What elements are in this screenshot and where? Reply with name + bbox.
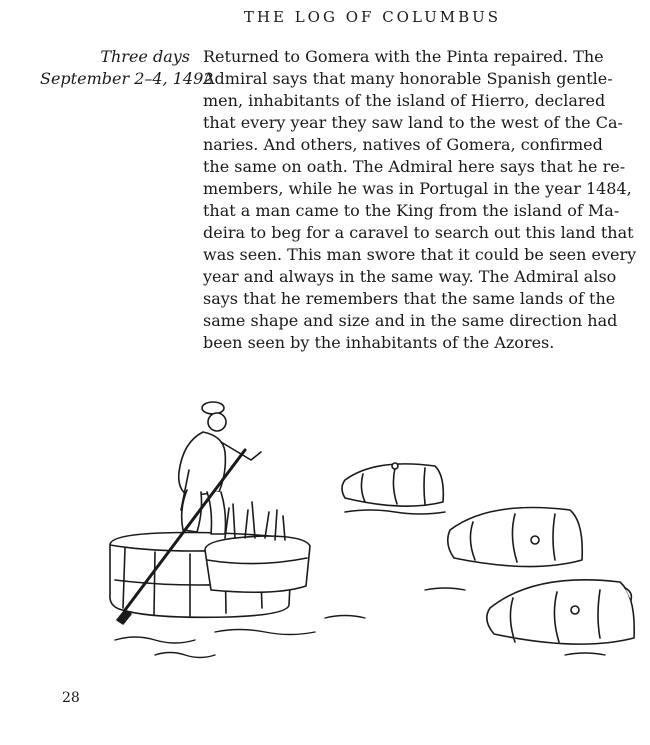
text-line: naries. And others, natives of Gomera, confirmed xyxy=(203,135,603,154)
text-line: was seen. This man swore that it could be seen every xyxy=(203,245,637,264)
text-line: that a man came to the King from the island of Ma- xyxy=(203,201,620,220)
text-line: Returned to Gomera with the Pinta repaired. The xyxy=(203,47,604,66)
floating-barrel xyxy=(487,580,634,644)
log-entry-text xyxy=(203,46,637,354)
text-line: year and always in the same way. The Admiral also xyxy=(203,267,617,286)
page-number: 28 xyxy=(62,690,80,706)
text-line: says that he remembers that the same lands of the xyxy=(203,289,616,308)
margin-note xyxy=(40,46,214,90)
text-line: same shape and size and in the same direction had xyxy=(203,311,618,330)
boatman-figure xyxy=(179,402,261,534)
running-head: THE LOG OF COLUMBUS xyxy=(243,8,502,26)
text-line: Admiral says that many honorable Spanish gentle- xyxy=(203,69,613,88)
text-line: been seen by the inhabitants of the Azores. xyxy=(203,333,555,352)
margin-note-date: September 2–4, 1492 xyxy=(40,69,214,88)
text-line: men, inhabitants of the island of Hierro, declared xyxy=(203,91,606,110)
margin-note-duration: Three days xyxy=(100,47,190,66)
text-line: that every year they saw land to the west of the Ca- xyxy=(203,113,623,132)
text-line: deira to beg for a caravel to search out this land that xyxy=(203,223,634,242)
illustration-man-in-boat-with-barrels xyxy=(95,370,650,670)
text-line: the same on oath. The Admiral here says that he re- xyxy=(203,157,626,176)
floating-barrel xyxy=(448,508,583,567)
text-line: members, while he was in Portugal in the year 1484, xyxy=(203,179,632,198)
floating-barrel xyxy=(342,463,443,506)
